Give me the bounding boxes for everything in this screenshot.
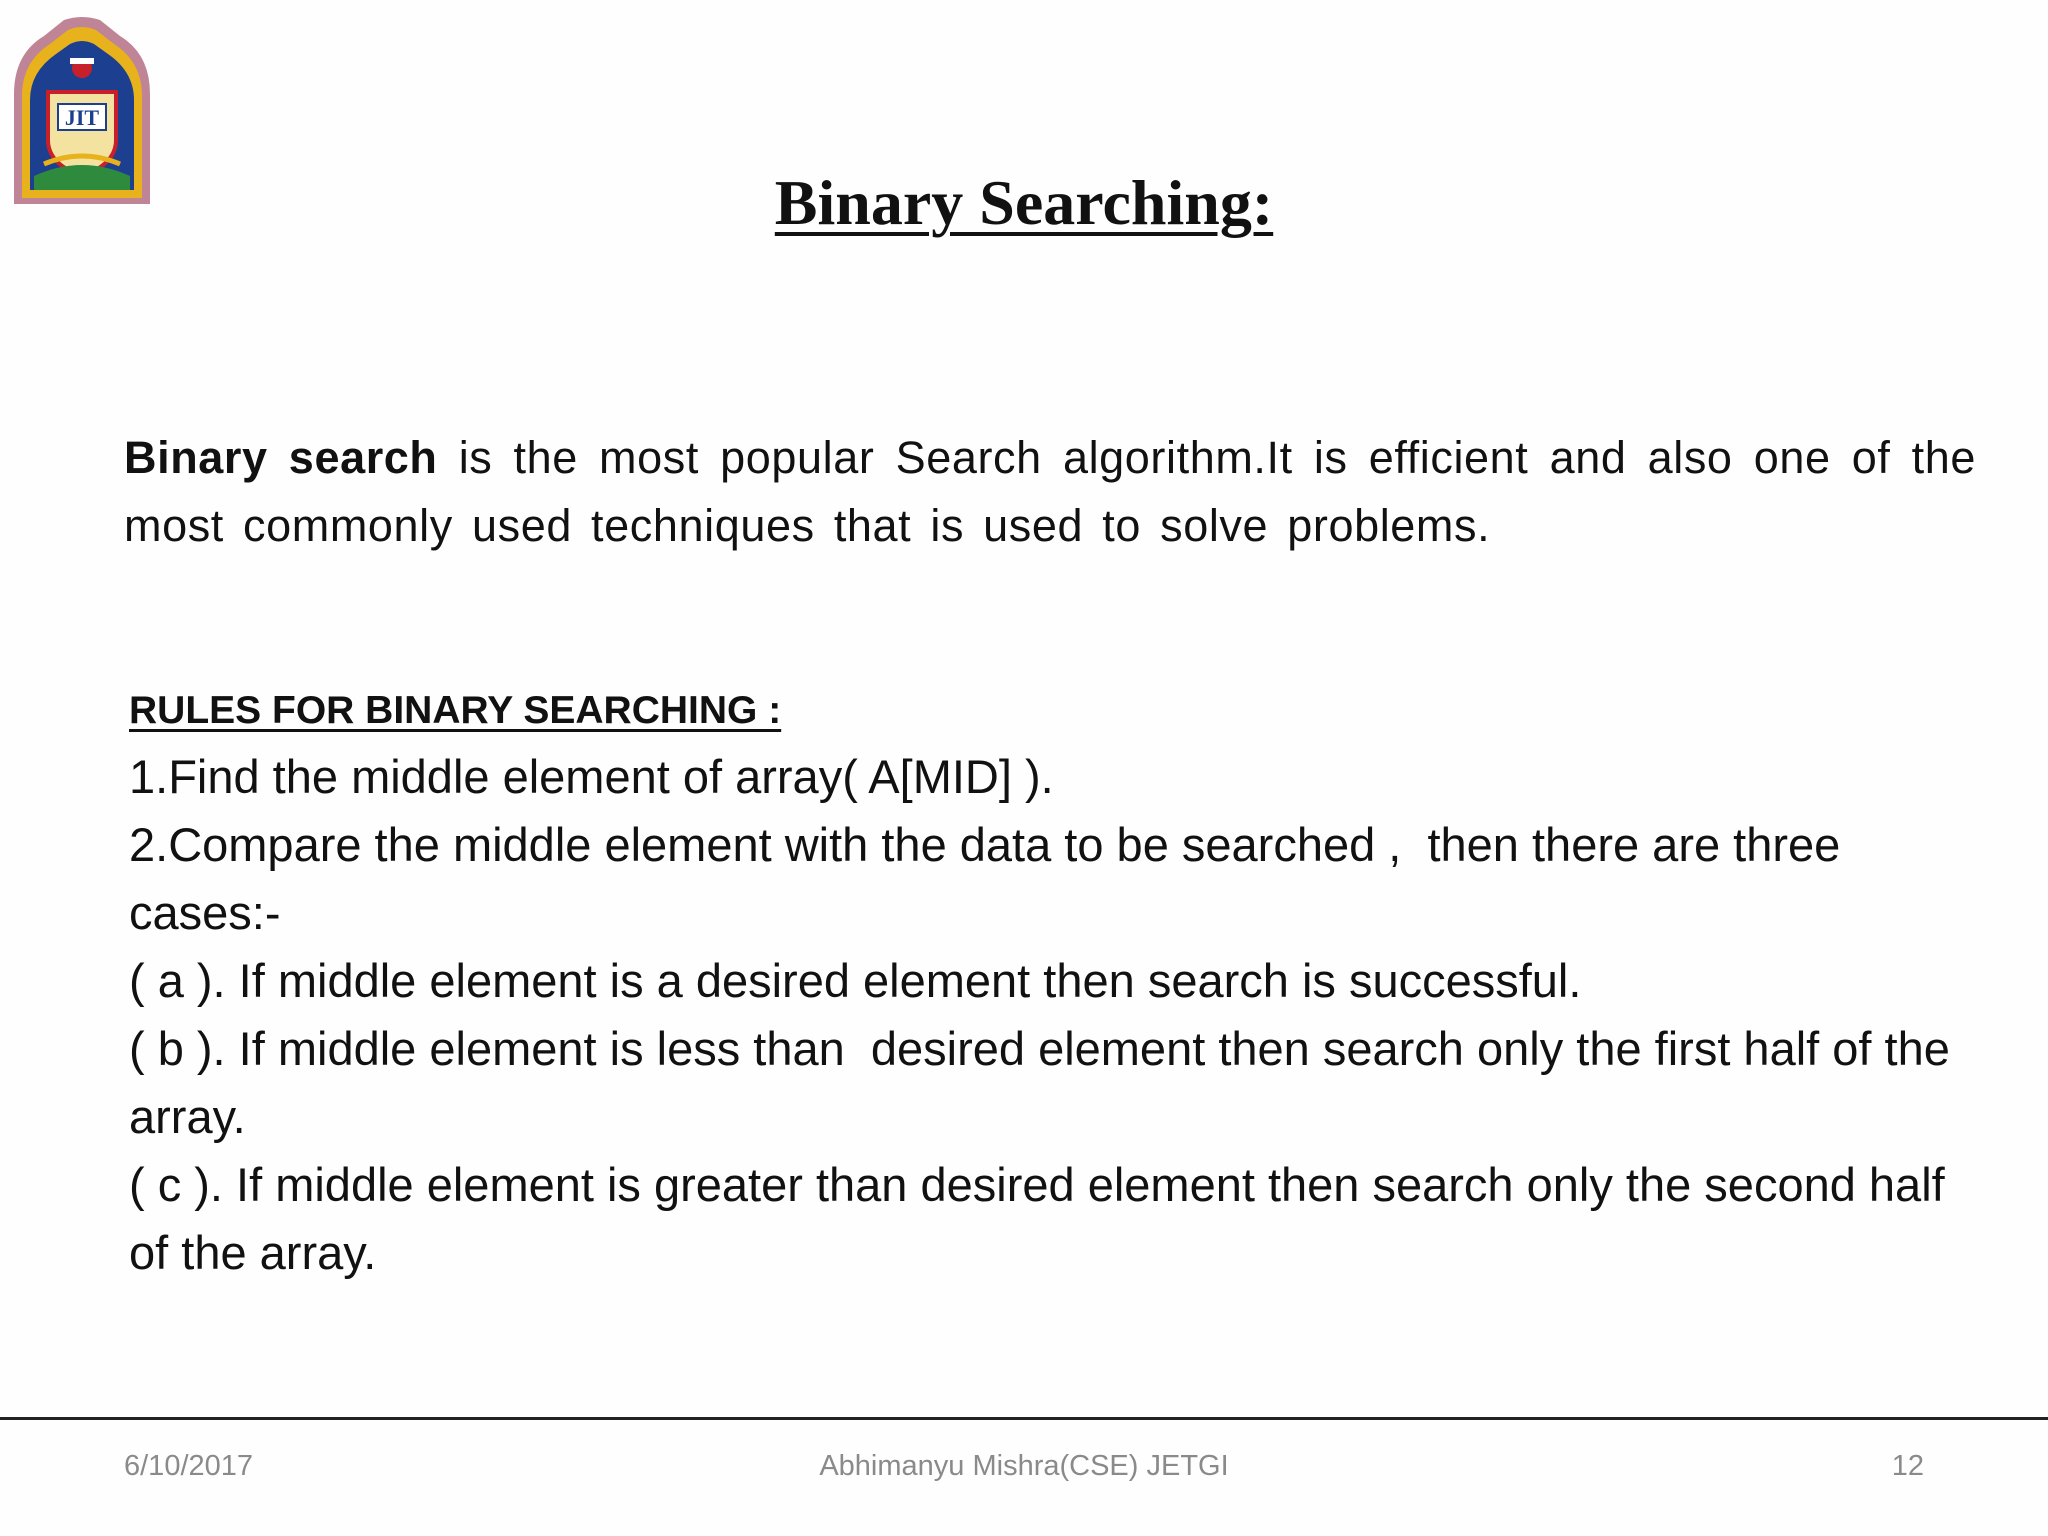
footer-date: 6/10/2017	[124, 1450, 254, 1482]
intro-text: is the most popular Search algorithm.It is efficient and also one of the most commonly used techniques that is used to solve problems.	[124, 432, 1977, 551]
rule-step-1: 1.Find the middle element of array( A[MID] ).	[129, 750, 1054, 803]
logo-initials: JIT	[64, 105, 100, 130]
slide-title-text: Binary Searching:	[774, 167, 1274, 238]
rule-step-2: 2.Compare the middle element with the data to be searched , then there are three cases:-	[129, 818, 1854, 939]
footer-page-number: 12	[1891, 1450, 1924, 1482]
slide-title	[0, 163, 2048, 243]
footer-divider	[0, 1417, 2048, 1420]
rule-case-c: ( c ). If middle element is greater than desired element then search only the second half of the array.	[129, 1158, 1958, 1279]
rules-section	[129, 683, 1969, 1287]
rule-case-a: ( a ). If middle element is a desired element then search is successful.	[129, 954, 1582, 1007]
intro-paragraph	[124, 424, 1976, 560]
intro-bold-term: Binary search	[124, 432, 438, 483]
rule-case-b: ( b ). If middle element is less than desired element then search only the first half of the array.	[129, 1022, 1963, 1143]
rules-heading: RULES FOR BINARY SEARCHING :	[129, 689, 782, 732]
footer-author: Abhimanyu Mishra(CSE) JETGI	[819, 1450, 1229, 1482]
